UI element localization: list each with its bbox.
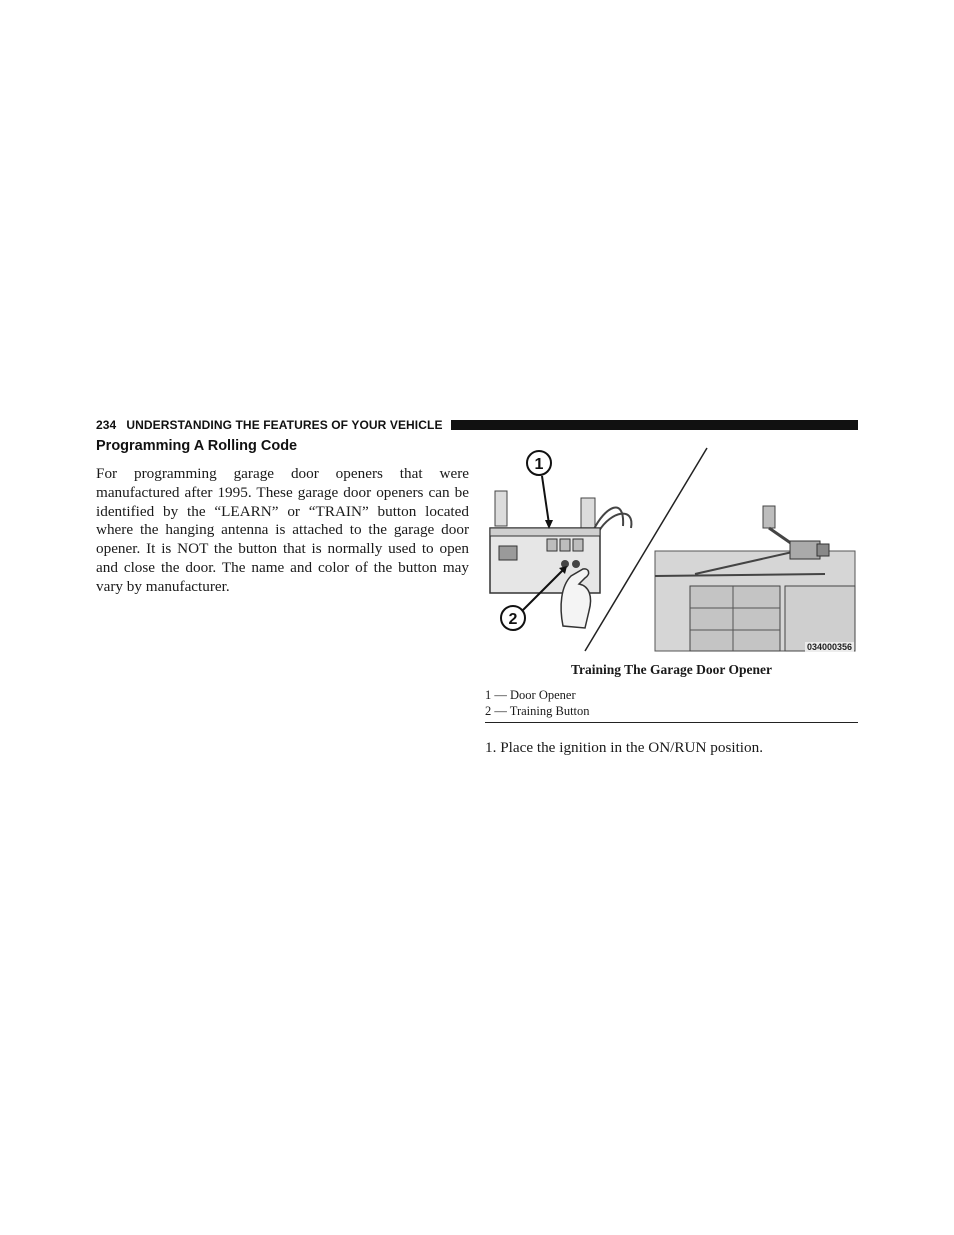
running-header [96,417,858,433]
callout-1 [527,451,553,529]
header-rule [451,420,858,430]
garage-scene [655,506,855,651]
legend-item-training-button: 2 — Training Button [485,703,590,718]
step-1: 1. Place the ignition in the ON/RUN position. [485,739,763,756]
body-paragraph: For programming garage door openers that were manufactured after 1995. These garage door openers can be identified by the “LEARN” or “TRAIN” button located where the hanging antenna is attached to the garage door opener. It is NOT the button that is normally used to open and close the door. The name and color of the button may vary by manufacturer. [96,465,469,595]
figure-caption: Training The Garage Door Opener [571,662,772,677]
illustration-svg [485,436,858,658]
section-title: Programming A Rolling Code [96,438,298,454]
page-number: 234 [96,418,117,432]
callout-2-label: 2 [508,611,518,628]
chapter-title: UNDERSTANDING THE FEATURES OF YOUR VEHICLE [126,418,443,432]
legend-item-door-opener: 1 — Door Opener [485,688,576,702]
callout-1-label: 1 [534,456,544,473]
figure-legend [485,688,858,723]
image-code: 034000356 [806,642,852,652]
garage-opener-illustration [485,436,858,658]
